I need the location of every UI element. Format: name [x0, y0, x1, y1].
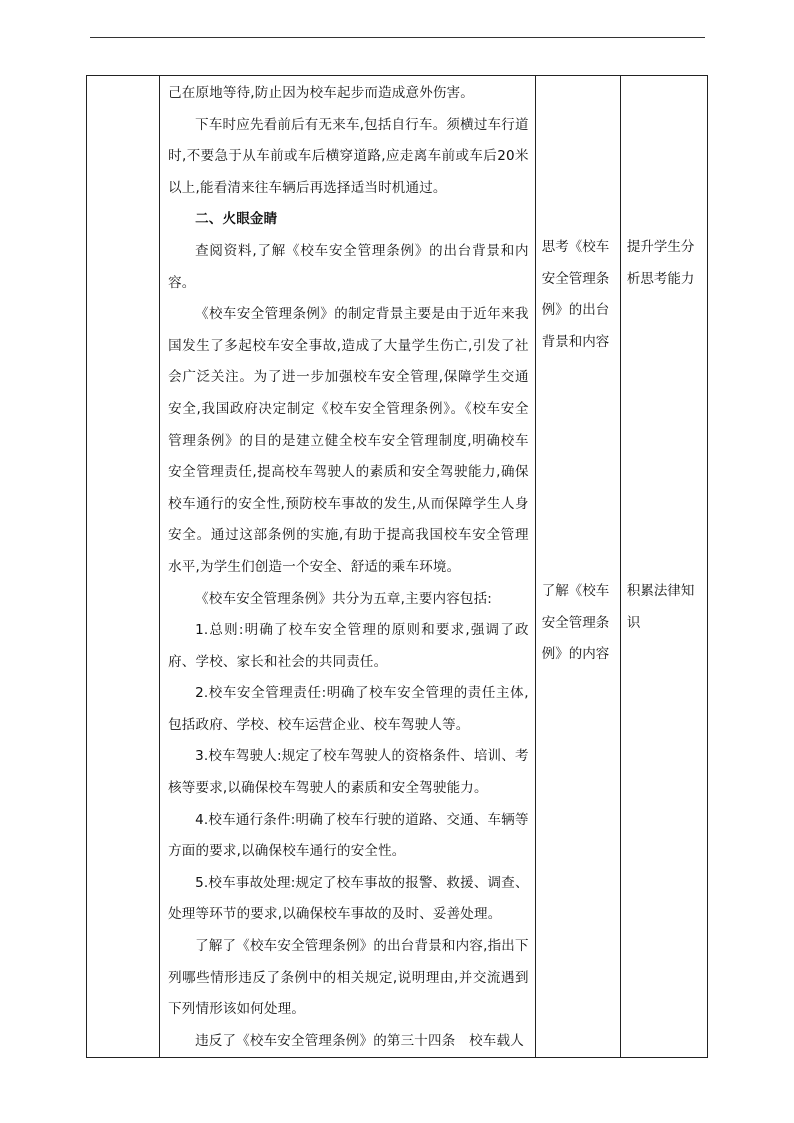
paragraph: 《校车安全管理条例》的制定背景主要是由于近年来我国发生了多起校车安全事故,造成了大量学生伤亡,引发了社会广泛关注。为了进一步加强校车安全管理,保障学生交通安全,我国政府决定制定《校车安全管理条例》。《校车安全管理条例》的目的是建立健全校车安全管理制度,明确校车安全管理责任,提高校车驾驶人的素质和安全驾驶能力,确保校车通行的安全性,预防校车事故的发生,从而保障学生人身安全。通过这部条例的实施,有助于提高我国校车安全管理水平,为学生们创造一个安全、舒适的乘车环境。	[168, 306, 529, 575]
paragraph: 查阅资料,了解《校车安全管理条例》的出台背景和内容。	[168, 242, 529, 291]
paragraph: 违反了《校车安全管理条例》的第三十四条 校车载人	[195, 1032, 524, 1049]
table-row	[87, 76, 708, 1058]
blank-cell	[87, 76, 160, 1058]
lesson-table	[86, 75, 708, 1058]
paragraph: 下车时应先看前后有无来车,包括自行车。须横过车行道时,不要急于从车前或车后横穿道路,应走离车前或车后20米以上,能看清来往车辆后再选择适当时机通过。	[168, 116, 529, 196]
list-item: 1.总则:明确了校车安全管理的原则和要求,强调了政府、学校、家长和社会的共同责任。	[168, 622, 529, 670]
list-item: 3.校车驾驶人:规定了校车驾驶人的资格条件、培训、考核等要求,以确保校车驾驶人的素质和安全驾驶能力。	[168, 748, 529, 797]
design-intent-text: 积累法律知识	[626, 583, 695, 631]
list-item: 4.校车通行条件:明确了校车行驶的道路、交通、车辆等方面的要求,以确保校车通行的安全性。	[168, 811, 529, 860]
design-intent-text: 提升学生分析思考能力	[626, 239, 695, 287]
paragraph: 了解了《校车安全管理条例》的出台背景和内容,指出下列哪些情形违反了条例中的相关规定,说明理由,并交流遇到下列情形该如何处理。	[168, 938, 529, 1018]
student-activity-text: 了解《校车安全管理条例》的内容	[541, 583, 610, 663]
header-rule	[90, 37, 705, 38]
student-activity-cell	[535, 76, 620, 1058]
list-item: 5.校车事故处理:规定了校车事故的报警、救援、调查、处理等环节的要求,以确保校车事故的及时、妥善处理。	[168, 874, 529, 923]
list-item: 2.校车安全管理责任:明确了校车安全管理的责任主体,包括政府、学校、校车运营企业、校车驾驶人等。	[168, 685, 529, 733]
paragraph: 《校车安全管理条例》共分为五章,主要内容包括:	[195, 590, 493, 607]
design-intent-cell	[620, 76, 707, 1058]
paragraph: 己在原地等待,防止因为校车起步而造成意外伤害。	[168, 85, 474, 101]
teaching-process-cell	[160, 76, 536, 1058]
section-heading: 二、火眼金睛	[195, 211, 278, 228]
student-activity-text: 思考《校车安全管理条例》的出台背景和内容	[541, 239, 610, 350]
